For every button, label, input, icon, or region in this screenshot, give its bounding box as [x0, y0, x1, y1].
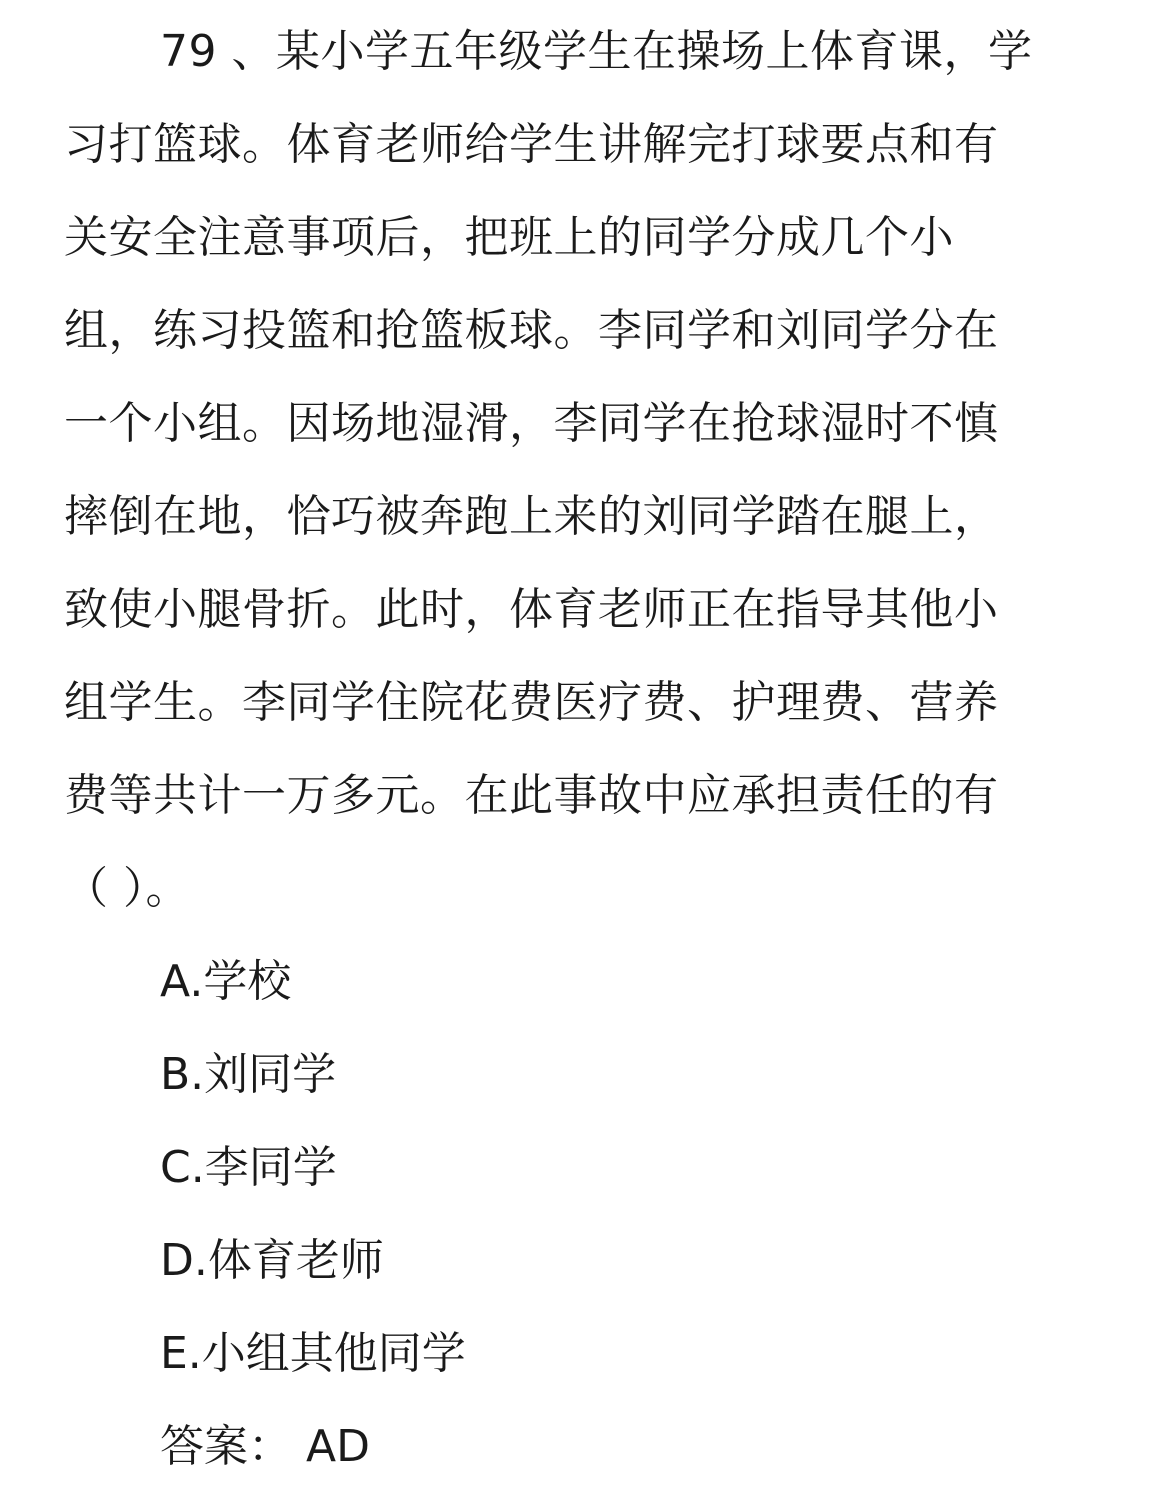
question-line: 一个小组。因场地湿滑，李同学在抢球湿时不慎 [64, 398, 999, 449]
option-e: E.小组其他同学 [160, 1328, 466, 1379]
option-c: C.李同学 [160, 1142, 337, 1193]
answer-options [160, 952, 1060, 1510]
question-line: 组学生。李同学住院花费医疗费、护理费、营养 [64, 677, 999, 728]
option-b: B.刘同学 [160, 1049, 337, 1100]
question-text [64, 22, 1094, 952]
question-line: 致使小腿骨折。此时，体育老师正在指导其他小 [64, 584, 999, 635]
question-line: 费等共计一万多元。在此事故中应承担责任的有 [64, 770, 999, 821]
question-line: 79 、某小学五年级学生在操场上体育课，学 [160, 26, 1033, 77]
question-line: 组，练习投篮和抢篮板球。李同学和刘同学分在 [64, 305, 999, 356]
question-line: 习打篮球。体育老师给学生讲解完打球要点和有 [64, 119, 999, 170]
option-a: A.学校 [160, 956, 292, 1007]
answer-line: 答案： AD [160, 1421, 370, 1472]
question-line: 摔倒在地，恰巧被奔跑上来的刘同学踏在腿上， [64, 491, 999, 542]
question-line: （ ）。 [64, 863, 190, 914]
question-line: 关安全注意事项后，把班上的同学分成几个小 [64, 212, 954, 263]
option-d: D.体育老师 [160, 1235, 384, 1286]
